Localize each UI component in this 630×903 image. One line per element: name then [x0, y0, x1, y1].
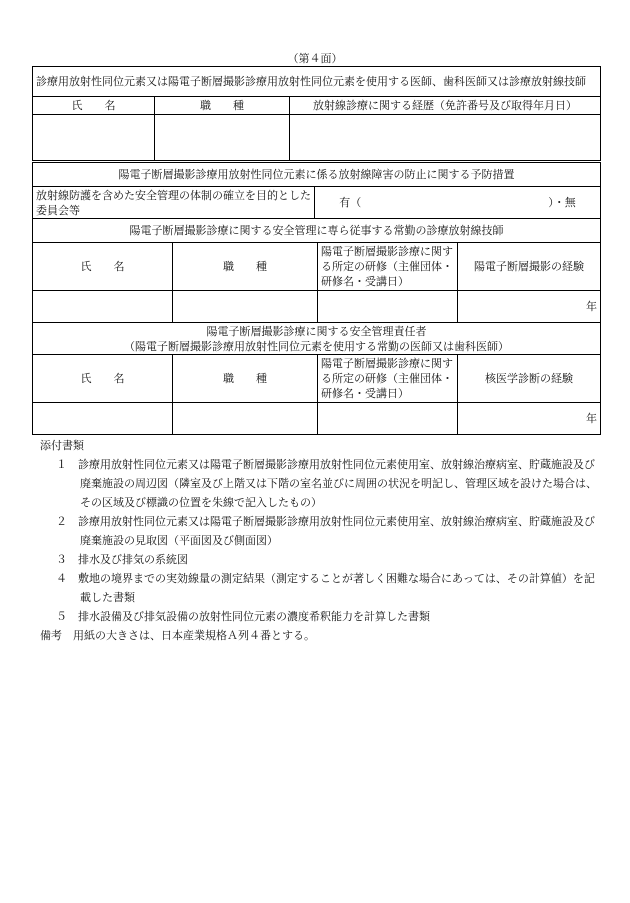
- staff-table: [32, 66, 601, 161]
- tech-experience-field[interactable]: 年: [458, 291, 601, 323]
- col-training: 陽電子断層撮影診療に関する所定の研修（主催団体・研修名・受講日）: [318, 355, 458, 403]
- staff-header: 診療用放射性同位元素又は陽電子断層撮影診療用放射性同位元素を使用する医師、歯科医師又は診療放射線技師: [33, 67, 601, 97]
- technologist-table: [32, 218, 601, 323]
- technologist-title: 陽電子断層撮影診療に関する安全管理に専ら従事する常勤の診療放射線技師: [33, 219, 601, 243]
- mgr-experience-field[interactable]: 年: [458, 403, 601, 435]
- manager-title: [33, 323, 601, 355]
- attachments-section: [40, 436, 600, 645]
- col-training: 陽電子断層撮影診療に関する所定の研修（主催団体・研修名・受講日）: [318, 243, 458, 291]
- col-career: 放射線診療に関する経歴（免許番号及び取得年月日）: [290, 97, 601, 115]
- attachment-item: ４ 敷地の境界までの実効線量の測定結果（測定することが著しく困難な場合にあっては、その計算値）を記載した書類: [56, 572, 595, 604]
- prevention-title: 陽電子断層撮影診療用放射性同位元素に係る放射線障害の防止に関する予防措置: [33, 163, 601, 187]
- manager-title-line1: 陽電子断層撮影診療に関する安全管理責任者: [206, 324, 427, 338]
- career-field[interactable]: [290, 115, 601, 161]
- remark: 備考 用紙の大きさは、日本産業規格Ａ列４番とする。: [40, 629, 315, 642]
- tech-type-field[interactable]: [173, 291, 318, 323]
- col-name: 氏 名: [33, 97, 155, 115]
- tech-name-field[interactable]: [33, 291, 173, 323]
- committee-label: 放射線防護を含めた安全管理の体制の確立を目的とした委員会等: [33, 187, 315, 219]
- col-type: 職 種: [155, 97, 290, 115]
- tech-training-field[interactable]: [318, 291, 458, 323]
- mgr-training-field[interactable]: [318, 403, 458, 435]
- col-type: 職 種: [173, 355, 318, 403]
- type-field[interactable]: [155, 115, 290, 161]
- manager-table: [32, 322, 601, 435]
- committee-value[interactable]: 有（ ）・無: [315, 187, 601, 219]
- col-type: 職 種: [173, 243, 318, 291]
- col-pet-experience: 陽電子断層撮影の経験: [458, 243, 601, 291]
- col-name: 氏 名: [33, 243, 173, 291]
- name-field[interactable]: [33, 115, 155, 161]
- col-name: 氏 名: [33, 355, 173, 403]
- page-number: （第４面）: [287, 52, 343, 65]
- attachments-heading: 添付書類: [40, 439, 84, 452]
- attachment-item: ３ 排水及び排気の系統図: [56, 553, 188, 566]
- attachment-item: １ 診療用放射性同位元素又は陽電子断層撮影診療用放射性同位元素使用室、放射線治療病室、貯蔵施設及び廃棄施設の周辺図（隣室及び上階又は下階の室名並びに周囲の状況を明記し、管理区域を設けた場合は、その区域及び標識の位置を朱線で記入したもの）: [56, 458, 597, 509]
- mgr-name-field[interactable]: [33, 403, 173, 435]
- manager-title-line2: （陽電子断層撮影診療用放射性同位元素を使用する常勤の医師又は歯科医師）: [124, 339, 509, 353]
- attachment-item: ２ 診療用放射性同位元素又は陽電子断層撮影診療用放射性同位元素使用室、放射線治療病室、貯蔵施設及び廃棄施設の見取図（平面図及び側面図）: [56, 515, 595, 547]
- col-nuclear-experience: 核医学診断の経験: [458, 355, 601, 403]
- attachment-item: ５ 排水設備及び排気設備の放射性同位元素の濃度希釈能力を計算した書類: [56, 610, 430, 623]
- prevention-table: [32, 162, 601, 219]
- mgr-type-field[interactable]: [173, 403, 318, 435]
